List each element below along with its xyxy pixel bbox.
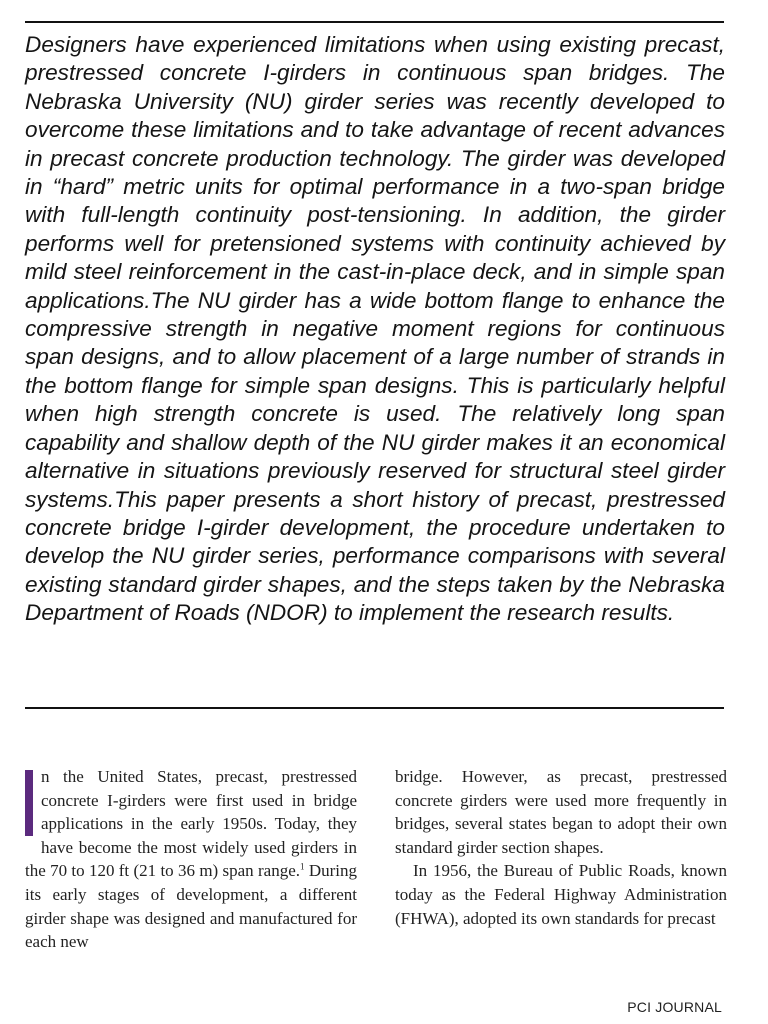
drop-cap-initial — [25, 770, 33, 836]
paragraph-1956: In 1956, the Bureau of Public Roads, known today as the Federal Highway Administration (FHWA), adopted its own standards for precast — [395, 861, 727, 928]
body-column-right — [395, 765, 727, 930]
intro-text: n the United States, precast, prestressed concrete I-girders were first used in bridge applications in the early 1950s. Today, they have become the most widely used girders in the 70 to 120 ft (21 to 36 m) span range. — [25, 767, 357, 881]
bottom-rule — [25, 707, 724, 709]
abstract-text: Designers have experienced limitations when using existing precast, prestressed concrete I-girders in continuous span bridges. The Nebraska University (NU) girder series was recently developed to overcome these limitations and to take advantage of recent advances in precast concrete production technology. The girder was developed in “hard” metric units for optimal performance in a two-span bridge with full-length continuity post-tensioning. In addition, the girder performs well for pretensioned systems with continuity achieved by mild steel reinforcement in the cast-in-place deck, and in simple span applications.The NU girder has a wide bottom flange to enhance the compressive strength in negative moment regions for continuous span designs, and to allow placement of a large number of strands in the bottom flange for simple span designs. This is particularly helpful when high strength concrete is used. The relatively long span capability and shallow depth of the NU girder makes it an economical alternative in situations previously reserved for structural steel girder systems.This paper presents a short history of precast, prestressed concrete bridge I-girder development, the procedure undertaken to develop the NU girder series, performance comparisons with several existing standard girder shapes, and the steps taken by the Nebraska Department of Roads (NDOR) to implement the research results. — [25, 32, 725, 626]
body-column-left — [25, 765, 357, 954]
intro-paragraph — [25, 765, 357, 954]
paragraph-continued: bridge. However, as precast, prestressed concrete girders were used more frequently in bridges, several states began to adopt their own standard girder section shapes. — [395, 767, 727, 857]
footnote-ref: 1 — [300, 861, 305, 872]
journal-footer: PCI JOURNAL — [627, 999, 722, 1015]
intro-text-continued: During its early stages of development, a different girder shape was designed and manufactured for each new — [25, 861, 357, 952]
top-rule — [25, 21, 724, 23]
